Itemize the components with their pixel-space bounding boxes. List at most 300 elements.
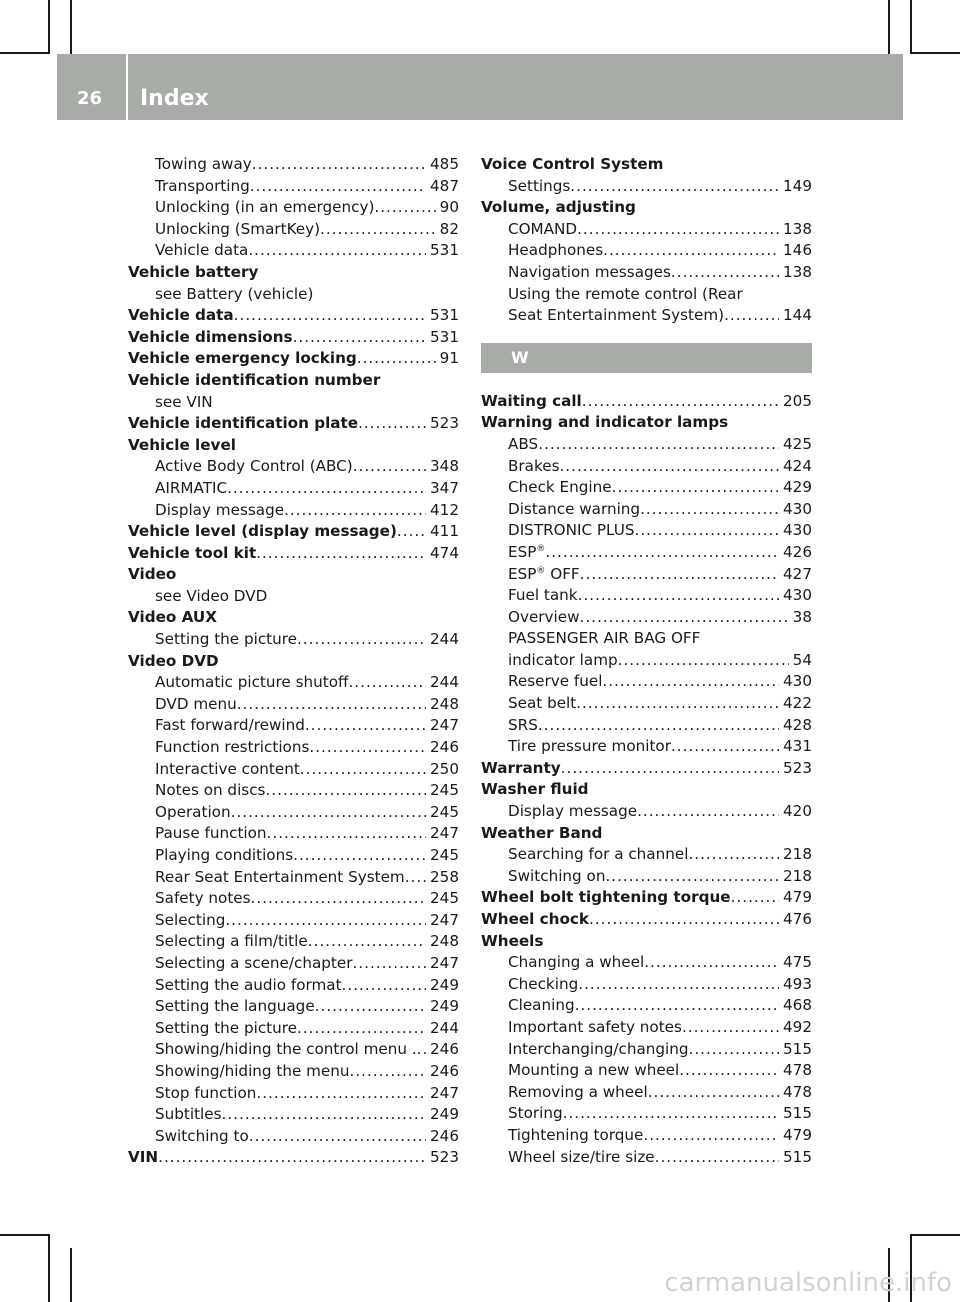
leader-dots xyxy=(342,975,426,997)
page-ref[interactable]: 138 xyxy=(783,219,812,238)
page-ref[interactable]: 479 xyxy=(783,1125,812,1144)
index-entry-continued: Using the remote control (Rear xyxy=(508,284,743,303)
entry-text: Brakes xyxy=(508,456,560,475)
crop-mark xyxy=(48,0,50,54)
entry-text: Waiting call xyxy=(481,391,582,410)
index-subentry[interactable] xyxy=(481,585,812,607)
index-subentry[interactable] xyxy=(481,974,812,996)
page-ref[interactable]: 479 xyxy=(783,888,812,907)
index-subentry[interactable] xyxy=(481,866,812,888)
index-entry[interactable] xyxy=(481,887,812,909)
index-entry[interactable] xyxy=(128,327,459,349)
index-subentry[interactable] xyxy=(128,500,459,522)
entry-text: Tightening torque xyxy=(508,1125,644,1144)
page-ref[interactable]: 246 xyxy=(430,1126,459,1145)
see-reference[interactable]: see Video DVD xyxy=(155,586,268,605)
registered-mark: ® xyxy=(536,565,546,576)
index-subentry[interactable] xyxy=(128,240,459,262)
index-subentry[interactable] xyxy=(481,650,812,672)
page-ref[interactable]: 90 xyxy=(439,198,459,217)
leader-dots xyxy=(309,737,426,759)
entry-label xyxy=(155,802,231,824)
entry-text: Vehicle identification plate xyxy=(128,414,359,433)
index-subentry[interactable] xyxy=(128,1104,459,1126)
entry-label xyxy=(508,1147,655,1169)
leader-dots xyxy=(357,348,436,370)
leader-dots xyxy=(575,995,779,1017)
crop-mark xyxy=(910,52,960,54)
entry-label xyxy=(508,1039,689,1061)
index-subentry[interactable] xyxy=(128,715,459,737)
index-subentry[interactable] xyxy=(128,1083,459,1105)
page-ref[interactable]: 249 xyxy=(430,1105,459,1124)
entry-text-suffix: OFF xyxy=(545,564,580,583)
page-ref[interactable]: 531 xyxy=(430,327,459,346)
entry-text: Fast forward/rewind xyxy=(155,716,305,735)
entry-text: ESP xyxy=(508,542,537,561)
registered-mark: ® xyxy=(536,543,546,554)
page-ref[interactable]: 523 xyxy=(783,758,812,777)
page-ref[interactable]: 523 xyxy=(430,1148,459,1167)
index-subentry[interactable] xyxy=(128,888,459,910)
entry-text: indicator lamp xyxy=(508,650,618,669)
leader-dots xyxy=(602,671,779,693)
index-heading: Video xyxy=(128,565,177,584)
leader-dots xyxy=(293,327,426,349)
entry-label xyxy=(508,866,605,888)
page-ref[interactable]: 531 xyxy=(430,241,459,260)
leader-dots xyxy=(397,521,426,543)
index-heading: Voice Control System xyxy=(481,155,664,173)
index-subentry[interactable] xyxy=(128,694,459,716)
entry-text: Switching to xyxy=(155,1126,249,1145)
page-ref[interactable]: 485 xyxy=(430,155,459,173)
entry-label xyxy=(508,456,559,478)
page-ref[interactable]: 244 xyxy=(430,1018,459,1037)
index-subentry[interactable] xyxy=(481,1060,812,1082)
entry-label xyxy=(508,671,602,693)
entry-label xyxy=(155,1061,350,1083)
index-subentry[interactable] xyxy=(128,1126,459,1148)
entry-label xyxy=(155,931,308,953)
index-subentry[interactable] xyxy=(128,975,459,997)
leader-dots xyxy=(689,1039,780,1061)
index-subentry[interactable] xyxy=(481,1103,812,1125)
leader-dots xyxy=(297,1018,426,1040)
index-subentry[interactable] xyxy=(128,197,459,219)
index-subentry[interactable] xyxy=(128,219,459,241)
index-subentry[interactable] xyxy=(481,176,812,198)
page-ref[interactable]: 478 xyxy=(783,1082,812,1101)
entry-text: Selecting a film/title xyxy=(155,932,308,951)
index-column-right xyxy=(481,154,812,1168)
index-entry[interactable] xyxy=(128,1147,459,1169)
leader-dots xyxy=(265,780,426,802)
entry-label xyxy=(155,197,374,219)
entry-text: Mounting a new wheel xyxy=(508,1061,680,1080)
index-entry[interactable] xyxy=(128,413,459,435)
index-subentry[interactable] xyxy=(128,802,459,824)
entry-text: Distance warning xyxy=(508,499,641,518)
entry-label xyxy=(155,240,248,262)
leader-dots xyxy=(563,1103,779,1125)
index-subentry[interactable] xyxy=(481,671,812,693)
crop-mark xyxy=(0,52,50,54)
entry-label xyxy=(155,823,267,845)
crop-mark xyxy=(910,1234,960,1236)
entry-text: Headphones xyxy=(508,241,604,260)
entry-label xyxy=(155,500,284,522)
entry-text: ABS xyxy=(508,434,539,453)
see-reference[interactable]: see VIN xyxy=(155,392,213,411)
page-ref[interactable]: 523 xyxy=(430,414,459,433)
entry-label xyxy=(155,1104,222,1126)
index-subentry[interactable] xyxy=(481,477,812,499)
entry-label xyxy=(155,888,251,910)
page-ref[interactable]: 247 xyxy=(430,1083,459,1102)
leader-dots xyxy=(688,844,779,866)
entry-text: Wheel chock xyxy=(481,910,590,928)
index-subentry[interactable] xyxy=(128,910,459,932)
leader-dots xyxy=(580,607,789,629)
index-subentry[interactable] xyxy=(481,736,812,758)
entry-text: Changing a wheel xyxy=(508,953,645,972)
leader-dots xyxy=(605,866,779,888)
entry-text: Settings xyxy=(508,176,571,195)
index-subentry[interactable] xyxy=(481,1082,812,1104)
page-ref[interactable]: 146 xyxy=(783,241,812,260)
leader-dots xyxy=(559,456,779,478)
leader-dots xyxy=(308,931,426,953)
page-ref[interactable]: 250 xyxy=(430,759,459,778)
index-subentry[interactable] xyxy=(481,456,812,478)
index-subentry[interactable] xyxy=(128,759,459,781)
leader-dots xyxy=(640,499,779,521)
entry-text: Important safety notes xyxy=(508,1017,682,1036)
index-subentry[interactable] xyxy=(128,456,459,478)
page-ref[interactable]: 245 xyxy=(430,846,459,864)
entry-label xyxy=(155,456,353,478)
entry-text: Vehicle tool kit xyxy=(128,543,257,562)
page-ref[interactable]: 411 xyxy=(430,522,459,541)
leader-dots xyxy=(250,176,426,198)
crop-mark xyxy=(910,0,912,54)
page-ref[interactable]: 422 xyxy=(783,694,812,713)
page-ref[interactable]: 492 xyxy=(783,1017,812,1036)
page-ref[interactable]: 248 xyxy=(430,694,459,713)
index-subentry[interactable] xyxy=(481,434,812,456)
index-subentry[interactable] xyxy=(128,176,459,198)
page-ref[interactable]: 138 xyxy=(783,262,812,281)
index-subentry[interactable] xyxy=(481,715,812,737)
entry-label xyxy=(128,327,293,349)
index-subentry[interactable] xyxy=(128,867,459,889)
page-ref[interactable]: 348 xyxy=(430,457,459,476)
index-subentry[interactable] xyxy=(128,996,459,1018)
leader-dots xyxy=(231,802,426,824)
index-subentry[interactable] xyxy=(481,240,812,262)
index-subentry[interactable] xyxy=(128,737,459,759)
entry-text: VIN xyxy=(128,1148,159,1167)
leader-dots xyxy=(637,801,779,823)
crop-mark xyxy=(0,1234,50,1236)
page-ref[interactable]: 218 xyxy=(783,866,812,885)
index-subentry[interactable] xyxy=(128,1018,459,1040)
page-ref[interactable]: 430 xyxy=(783,586,812,605)
entry-text: DISTRONIC PLUS xyxy=(508,521,635,540)
index-subentry[interactable] xyxy=(128,823,459,845)
page-ref[interactable]: 412 xyxy=(430,500,459,519)
leader-dots xyxy=(635,520,780,542)
leader-dots xyxy=(227,478,426,500)
entry-label xyxy=(128,543,256,565)
entry-text: Navigation messages xyxy=(508,262,671,281)
index-subentry[interactable] xyxy=(128,154,459,176)
entry-text: Unlocking (in an emergency) xyxy=(155,198,375,217)
index-entry[interactable] xyxy=(481,909,812,931)
entry-label xyxy=(155,1039,417,1061)
entry-text: Check Engine xyxy=(508,478,612,497)
leader-dots xyxy=(538,434,779,456)
entry-text: Playing conditions xyxy=(155,846,294,864)
page-ref[interactable]: 468 xyxy=(783,996,812,1015)
page-ref[interactable]: 244 xyxy=(430,630,459,649)
leader-dots xyxy=(293,845,426,867)
entry-text: Storing xyxy=(508,1104,563,1123)
page-ref[interactable]: 430 xyxy=(783,672,812,691)
watermark: carmanualsonline.info xyxy=(664,1268,952,1298)
entry-label xyxy=(128,521,397,543)
leader-dots xyxy=(561,758,779,780)
section-letter: W xyxy=(481,343,812,373)
page-ref[interactable]: 245 xyxy=(430,781,459,800)
entry-text: Display message xyxy=(155,500,285,519)
leader-dots xyxy=(570,176,779,198)
entry-text: Stop function xyxy=(155,1083,257,1102)
page-title: Index xyxy=(140,86,209,111)
index-subentry[interactable] xyxy=(481,1039,812,1061)
page-number: 26 xyxy=(77,88,103,109)
index-entry[interactable] xyxy=(481,391,812,413)
entry-label xyxy=(508,520,635,542)
index-subentry[interactable] xyxy=(481,219,812,241)
index-entry[interactable] xyxy=(481,758,812,780)
see-reference[interactable]: see Battery (vehicle) xyxy=(155,284,314,303)
entry-text: Unlocking (SmartKey) xyxy=(155,219,321,238)
page-ref[interactable]: 420 xyxy=(783,802,812,821)
index-subentry[interactable] xyxy=(481,564,812,586)
entry-label xyxy=(155,1083,256,1105)
page-ref[interactable]: 249 xyxy=(430,975,459,994)
entry-label xyxy=(128,305,234,327)
page-ref[interactable]: 493 xyxy=(783,974,812,993)
leader-dots xyxy=(374,197,435,219)
entry-label xyxy=(155,737,309,759)
entry-label xyxy=(481,758,561,780)
page-ref[interactable]: 245 xyxy=(430,889,459,908)
index-heading: Vehicle level xyxy=(128,435,236,454)
entry-label xyxy=(508,176,570,198)
page-ref[interactable]: 82 xyxy=(439,219,459,238)
leader-dots xyxy=(320,219,436,241)
index-subentry[interactable] xyxy=(481,1147,812,1169)
entry-text: Seat belt xyxy=(508,694,577,713)
page-ref[interactable]: 426 xyxy=(783,542,812,561)
page-ref[interactable]: 347 xyxy=(430,478,459,497)
page-ref[interactable]: 474 xyxy=(430,543,459,562)
page-ref[interactable]: 218 xyxy=(783,845,812,864)
page-ref[interactable]: 430 xyxy=(783,499,812,518)
page-ref[interactable]: 476 xyxy=(783,910,812,928)
page-ref[interactable]: 428 xyxy=(783,715,812,734)
index-entry[interactable] xyxy=(128,305,459,327)
entry-label xyxy=(508,499,640,521)
index-subentry[interactable] xyxy=(128,478,459,500)
index-entry-continued: PASSENGER AIR BAG OFF xyxy=(508,629,701,648)
entry-text: Active Body Control (ABC) xyxy=(155,457,353,476)
leader-dots xyxy=(589,909,779,931)
leader-dots xyxy=(580,564,779,586)
index-subentry[interactable] xyxy=(481,305,812,327)
leader-dots xyxy=(576,693,779,715)
page-ref[interactable]: 246 xyxy=(430,1040,459,1059)
index-subentry[interactable] xyxy=(128,953,459,975)
page-ref[interactable]: 427 xyxy=(783,564,812,583)
crop-mark xyxy=(48,1234,50,1302)
index-subentry[interactable] xyxy=(481,520,812,542)
index-entry[interactable] xyxy=(128,543,459,565)
page-ref[interactable]: 247 xyxy=(430,953,459,972)
index-entry[interactable] xyxy=(128,521,459,543)
entry-label xyxy=(508,801,637,823)
index-subentry[interactable] xyxy=(481,1017,812,1039)
leader-dots xyxy=(644,952,779,974)
leader-dots xyxy=(578,585,779,607)
index-subentry[interactable] xyxy=(481,693,812,715)
entry-text: Setting the language xyxy=(155,997,315,1016)
page-ref[interactable]: 144 xyxy=(783,306,812,325)
page-ref[interactable]: 247 xyxy=(430,716,459,735)
leader-dots xyxy=(305,715,426,737)
header-divider xyxy=(126,54,128,120)
leader-dots xyxy=(249,1126,426,1148)
page-ref[interactable]: 431 xyxy=(783,737,812,756)
page-ref[interactable]: 515 xyxy=(783,1104,812,1123)
page-ref[interactable]: 91 xyxy=(439,349,459,368)
entry-text: COMAND xyxy=(508,219,578,238)
entry-label xyxy=(508,607,580,629)
leader-dots xyxy=(267,823,426,845)
index-subentry[interactable] xyxy=(128,672,459,694)
index-subentry[interactable] xyxy=(481,952,812,974)
entry-text: Checking xyxy=(508,974,579,993)
entry-label xyxy=(155,867,405,889)
page-ref[interactable]: 475 xyxy=(783,953,812,972)
index-subentry[interactable] xyxy=(128,931,459,953)
entry-label xyxy=(508,1082,648,1104)
index-entry[interactable] xyxy=(128,348,459,370)
index-subentry[interactable] xyxy=(481,995,812,1017)
page-ref[interactable]: 531 xyxy=(430,306,459,325)
index-subentry[interactable] xyxy=(128,1061,459,1083)
index-subentry[interactable] xyxy=(128,629,459,651)
entry-label xyxy=(155,975,342,997)
index-heading: Volume, adjusting xyxy=(481,198,636,217)
page-ref[interactable]: 430 xyxy=(783,521,812,540)
crop-mark xyxy=(70,0,72,54)
page-ref[interactable]: 246 xyxy=(430,738,459,757)
index-subentry[interactable] xyxy=(128,845,459,867)
index-heading: Washer fluid xyxy=(481,780,589,799)
page-ref[interactable]: 54 xyxy=(792,650,812,669)
leader-dots xyxy=(256,1083,426,1105)
index-subentry[interactable] xyxy=(481,844,812,866)
leader-dots xyxy=(225,910,426,932)
page-ref[interactable]: 478 xyxy=(783,1061,812,1080)
page-ref[interactable]: 248 xyxy=(430,932,459,951)
index-subentry[interactable] xyxy=(481,262,812,284)
page-ref[interactable]: 487 xyxy=(430,176,459,195)
index-subentry[interactable] xyxy=(128,780,459,802)
leader-dots xyxy=(352,953,426,975)
index-heading: Weather Band xyxy=(481,823,603,842)
page-ref[interactable]: 244 xyxy=(430,673,459,692)
leader-dots xyxy=(417,1039,426,1061)
index-subentry[interactable] xyxy=(481,499,812,521)
index-heading: Vehicle identification number xyxy=(128,370,381,389)
index-subentry[interactable] xyxy=(481,542,812,564)
page-ref[interactable]: 515 xyxy=(783,1147,812,1166)
page-ref[interactable]: 205 xyxy=(783,391,812,410)
index-subentry[interactable] xyxy=(481,1125,812,1147)
leader-dots xyxy=(643,1125,779,1147)
page-ref[interactable]: 425 xyxy=(783,434,812,453)
leader-dots xyxy=(682,1017,779,1039)
leader-dots xyxy=(671,736,779,758)
entry-label xyxy=(155,953,352,975)
page-ref[interactable]: 424 xyxy=(783,456,812,475)
entry-text: Notes on discs xyxy=(155,781,266,800)
page-ref[interactable]: 249 xyxy=(430,997,459,1016)
page-ref[interactable]: 515 xyxy=(783,1039,812,1058)
entry-text: Wheel bolt tightening torque xyxy=(481,888,731,907)
page-ref[interactable]: 38 xyxy=(792,607,812,626)
leader-dots xyxy=(234,305,426,327)
entry-text: Setting the picture xyxy=(155,1018,298,1037)
index-subentry[interactable] xyxy=(481,801,812,823)
index-subentry[interactable] xyxy=(481,607,812,629)
leader-dots xyxy=(315,996,426,1018)
page-ref[interactable]: 429 xyxy=(783,478,812,497)
page-ref[interactable]: 258 xyxy=(430,867,459,886)
index-heading: Video DVD xyxy=(128,651,219,670)
index-subentry[interactable] xyxy=(128,1039,459,1061)
crop-mark xyxy=(70,1248,72,1302)
entry-text: Towing away xyxy=(155,155,252,173)
page-ref[interactable]: 247 xyxy=(430,824,459,843)
entry-text: Warranty xyxy=(481,758,561,777)
page-ref[interactable]: 245 xyxy=(430,802,459,821)
entry-text: Setting the audio format xyxy=(155,975,342,994)
entry-label xyxy=(481,909,589,931)
page-ref[interactable]: 247 xyxy=(430,910,459,929)
entry-label xyxy=(155,629,297,651)
entry-text: Interchanging/changing xyxy=(508,1039,689,1058)
index-column-left xyxy=(128,154,459,1169)
leader-dots xyxy=(405,867,426,889)
page-ref[interactable]: 149 xyxy=(783,176,812,195)
page-ref[interactable]: 246 xyxy=(430,1061,459,1080)
